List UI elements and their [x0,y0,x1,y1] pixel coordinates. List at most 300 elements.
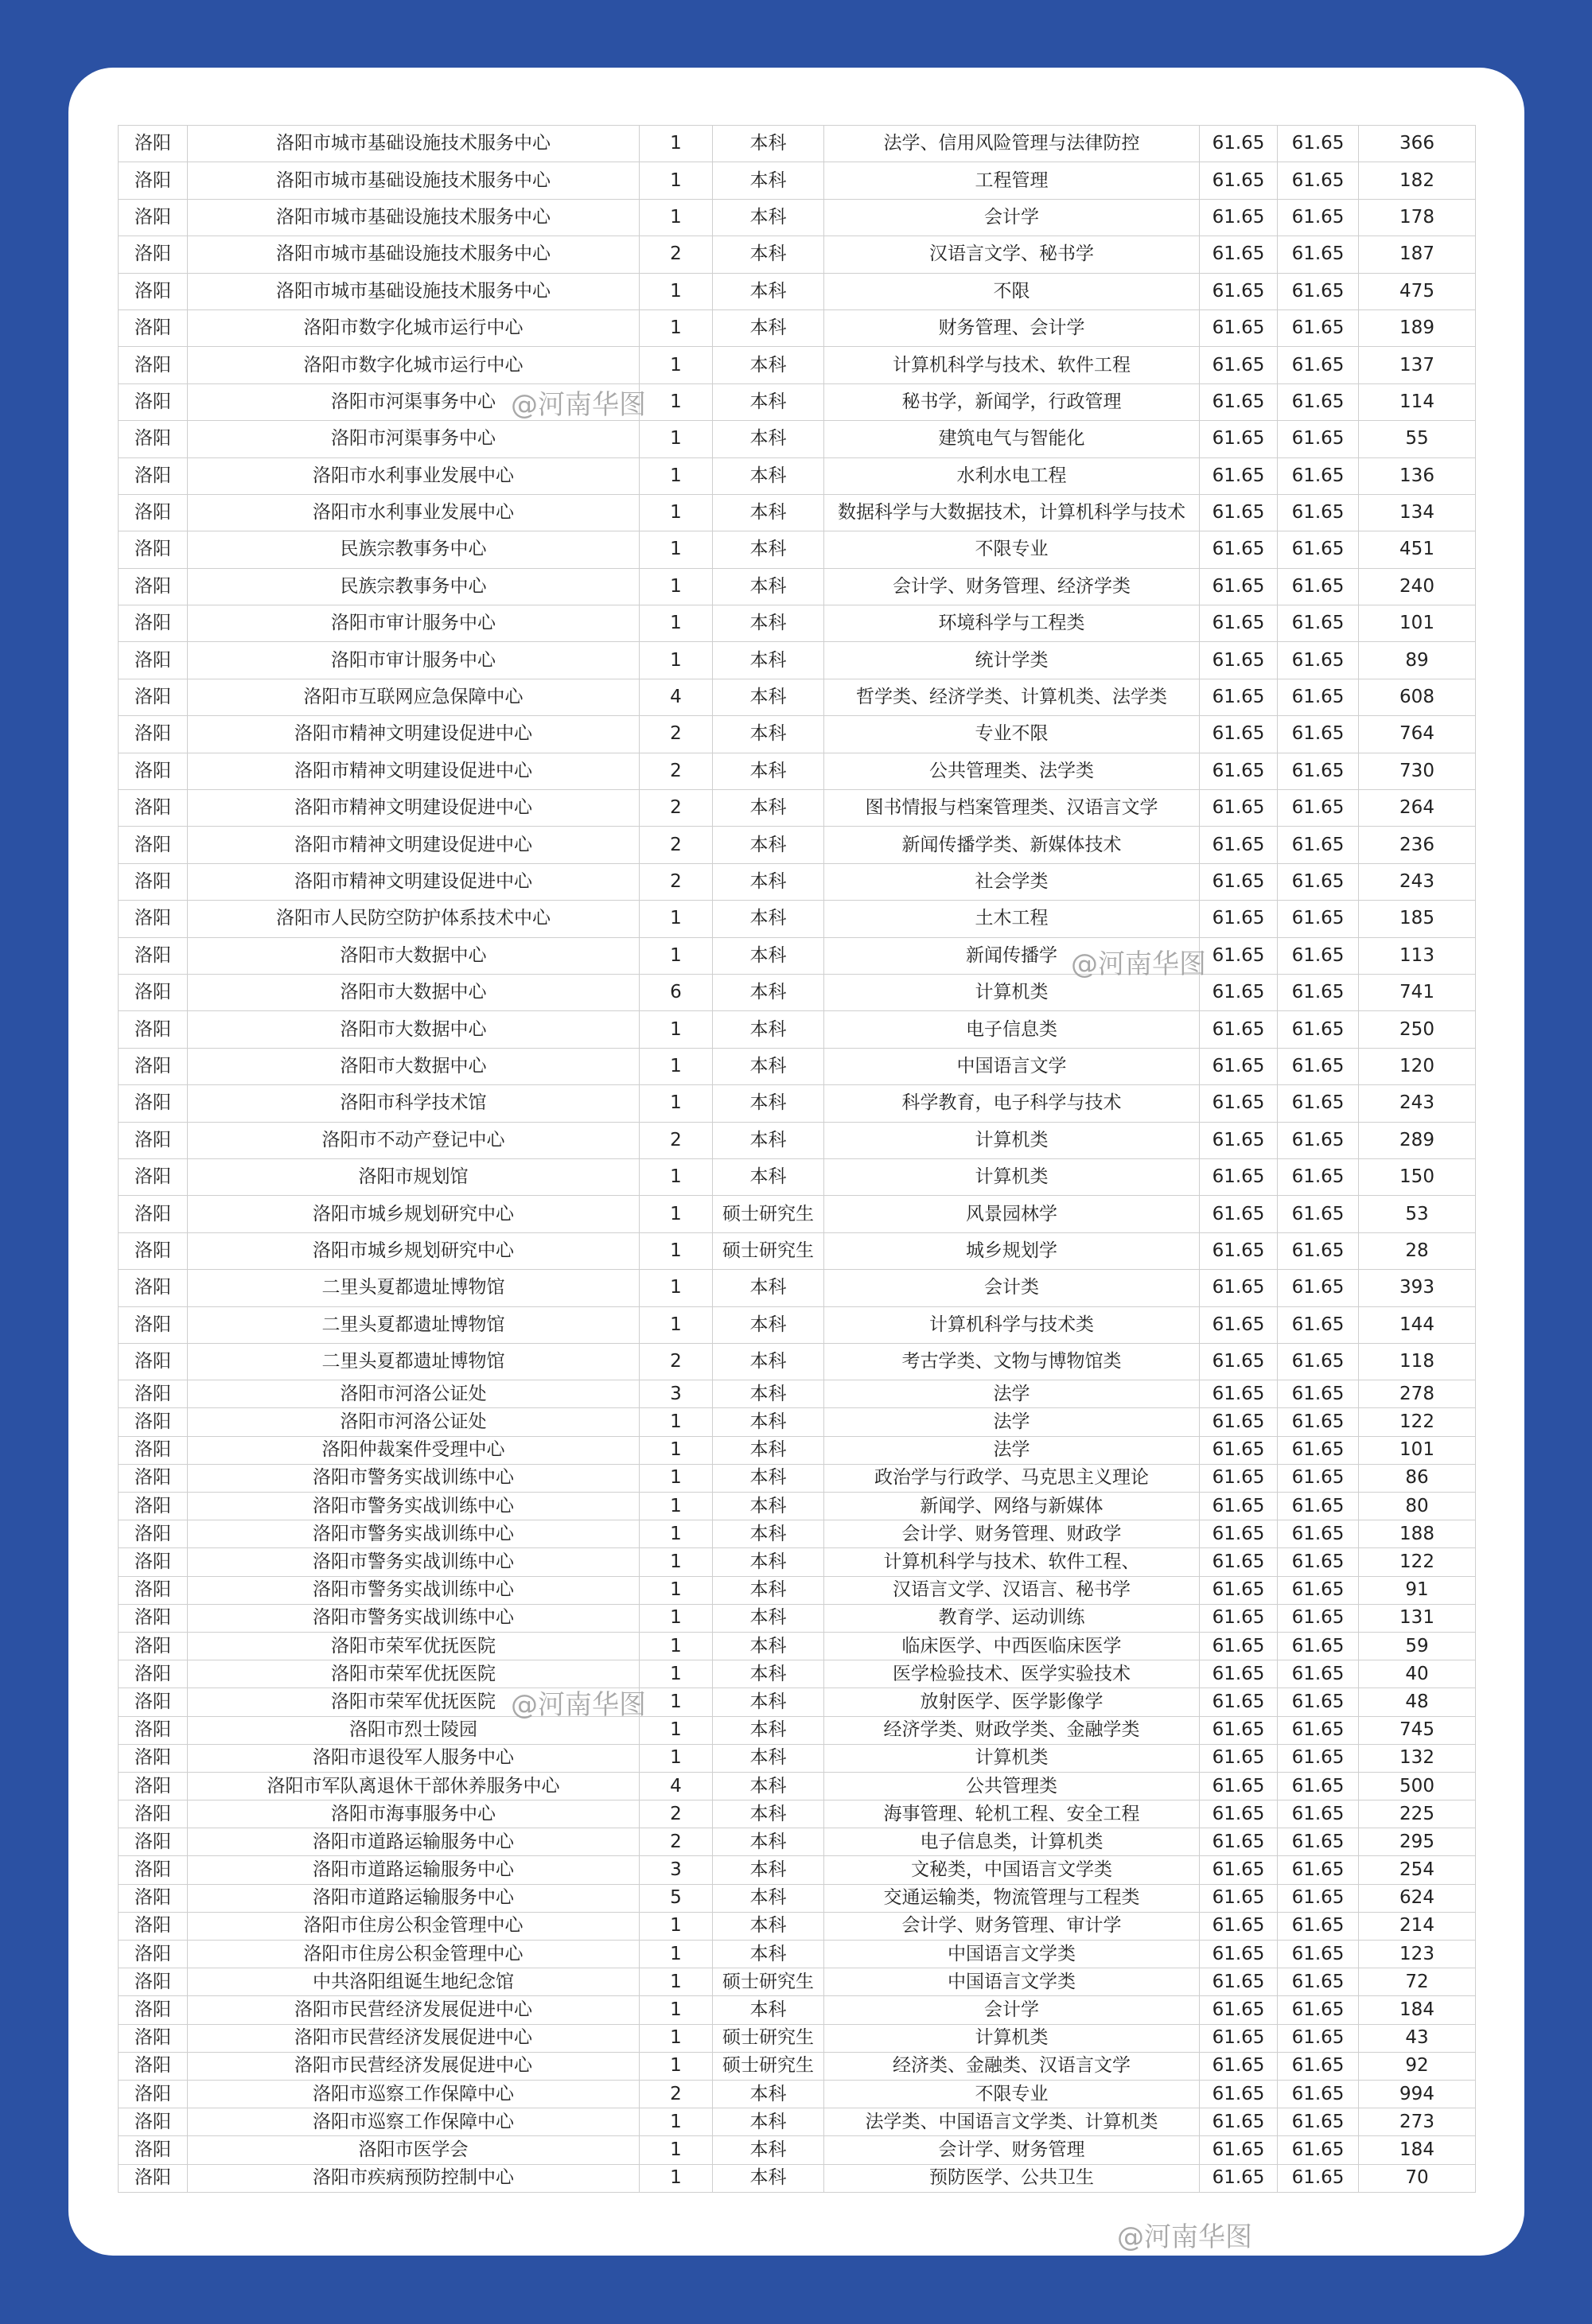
education-cell: 本科 [713,1048,824,1084]
unit-cell: 洛阳市住房公积金管理中心 [188,1941,640,1968]
unit-cell: 洛阳市大数据中心 [188,974,640,1010]
score-a-cell: 61.65 [1200,679,1278,715]
table-row [119,1343,1476,1380]
score-a-cell: 61.65 [1200,457,1278,494]
applicants-cell: 120 [1359,1048,1476,1084]
applicants-cell: 134 [1359,494,1476,531]
score-b-cell: 61.65 [1278,1085,1359,1122]
score-b-cell: 61.65 [1278,937,1359,974]
score-a-cell: 61.65 [1200,273,1278,309]
applicants-cell: 89 [1359,642,1476,679]
score-b-cell: 61.65 [1278,273,1359,309]
education-cell: 本科 [713,1688,824,1716]
score-b-cell: 61.65 [1278,2052,1359,2080]
region-cell: 洛阳 [119,309,188,346]
score-b-cell: 61.65 [1278,1688,1359,1716]
major-cell: 环境科学与工程类 [824,605,1200,642]
region-cell: 洛阳 [119,2164,188,2192]
region-cell: 洛阳 [119,568,188,605]
unit-cell: 洛阳市烈士陵园 [188,1716,640,1744]
unit-cell: 洛阳市城市基础设施技术服务中心 [188,273,640,309]
table-row [119,1941,1476,1968]
quota-cell: 1 [640,1048,713,1084]
region-cell: 洛阳 [119,162,188,199]
applicants-cell: 132 [1359,1744,1476,1772]
unit-cell: 洛阳市数字化城市运行中心 [188,309,640,346]
quota-cell: 1 [640,531,713,568]
score-b-cell: 61.65 [1278,568,1359,605]
score-b-cell: 61.65 [1278,1941,1359,1968]
score-a-cell: 61.65 [1200,753,1278,789]
region-cell: 洛阳 [119,1716,188,1744]
score-a-cell: 61.65 [1200,1270,1278,1306]
score-b-cell: 61.65 [1278,1912,1359,1940]
table-row [119,679,1476,715]
table-row [119,937,1476,974]
applicants-cell: 55 [1359,421,1476,457]
education-cell: 本科 [713,1800,824,1828]
unit-cell: 洛阳市疾病预防控制中心 [188,2164,640,2192]
unit-cell: 洛阳市大数据中心 [188,1011,640,1048]
major-cell: 考古学类、文物与博物馆类 [824,1343,1200,1380]
education-cell: 本科 [713,679,824,715]
quota-cell: 1 [640,1968,713,1996]
applicants-cell: 86 [1359,1464,1476,1492]
major-cell: 秘书学，新闻学，行政管理 [824,383,1200,420]
score-a-cell: 61.65 [1200,347,1278,383]
region-cell: 洛阳 [119,1800,188,1828]
score-a-cell: 61.65 [1200,1884,1278,1912]
score-b-cell: 61.65 [1278,1744,1359,1772]
score-b-cell: 61.65 [1278,2108,1359,2136]
region-cell: 洛阳 [119,642,188,679]
quota-cell: 3 [640,1856,713,1884]
score-b-cell: 61.65 [1278,421,1359,457]
region-cell: 洛阳 [119,457,188,494]
unit-cell: 洛阳市城乡规划研究中心 [188,1232,640,1269]
applicants-cell: 730 [1359,753,1476,789]
applicants-cell: 122 [1359,1408,1476,1436]
score-b-cell: 61.65 [1278,1800,1359,1828]
unit-cell: 洛阳市警务实战训练中心 [188,1604,640,1632]
table-row [119,1688,1476,1716]
applicants-cell: 451 [1359,531,1476,568]
applicants-cell: 240 [1359,568,1476,605]
quota-cell: 1 [640,1232,713,1269]
applicants-cell: 184 [1359,2136,1476,2164]
score-b-cell: 61.65 [1278,383,1359,420]
unit-cell: 洛阳市警务实战训练中心 [188,1493,640,1520]
table-row [119,1912,1476,1940]
applicants-cell: 500 [1359,1772,1476,1800]
quota-cell: 1 [640,568,713,605]
table-row [119,605,1476,642]
score-b-cell: 61.65 [1278,1996,1359,2024]
major-cell: 图书情报与档案管理类、汉语言文学 [824,790,1200,827]
applicants-cell: 264 [1359,790,1476,827]
watermark: @河南华图 [511,1689,646,1721]
score-b-cell: 61.65 [1278,974,1359,1010]
table-row [119,2108,1476,2136]
major-cell: 中国语言文学 [824,1048,1200,1084]
score-b-cell: 61.65 [1278,457,1359,494]
unit-cell: 二里头夏都遗址博物馆 [188,1270,640,1306]
quota-cell: 1 [640,605,713,642]
score-a-cell: 61.65 [1200,1632,1278,1660]
score-a-cell: 61.65 [1200,1306,1278,1343]
score-b-cell: 61.65 [1278,1464,1359,1492]
applicants-cell: 80 [1359,1493,1476,1520]
score-b-cell: 61.65 [1278,1232,1359,1269]
region-cell: 洛阳 [119,199,188,236]
education-cell: 本科 [713,1011,824,1048]
unit-cell: 中共洛阳组诞生地纪念馆 [188,1968,640,1996]
unit-cell: 洛阳市人民防空防护体系技术中心 [188,901,640,937]
table-row [119,974,1476,1010]
unit-cell: 洛阳市警务实战训练中心 [188,1520,640,1548]
region-cell: 洛阳 [119,1464,188,1492]
major-cell: 汉语言文学、汉语言、秘书学 [824,1576,1200,1604]
applicants-cell: 243 [1359,1085,1476,1122]
region-cell: 洛阳 [119,1912,188,1940]
unit-cell: 洛阳市精神文明建设促进中心 [188,790,640,827]
score-a-cell: 61.65 [1200,642,1278,679]
major-cell: 经济学类、财政学类、金融学类 [824,1716,1200,1744]
table-row [119,2024,1476,2052]
quota-cell: 1 [640,273,713,309]
table-row [119,753,1476,789]
unit-cell: 洛阳市大数据中心 [188,937,640,974]
region-cell: 洛阳 [119,347,188,383]
score-a-cell: 61.65 [1200,1011,1278,1048]
region-cell: 洛阳 [119,1436,188,1464]
quota-cell: 1 [640,347,713,383]
score-a-cell: 61.65 [1200,236,1278,273]
applicants-cell: 101 [1359,605,1476,642]
quota-cell: 1 [640,494,713,531]
education-cell: 本科 [713,2164,824,2192]
score-b-cell: 61.65 [1278,1520,1359,1548]
major-cell: 会计学、财务管理、财政学 [824,1520,1200,1548]
score-a-cell: 61.65 [1200,1493,1278,1520]
applicants-cell: 144 [1359,1306,1476,1343]
table-row [119,827,1476,863]
applicants-cell: 40 [1359,1660,1476,1688]
score-b-cell: 61.65 [1278,716,1359,753]
unit-cell: 洛阳市水利事业发展中心 [188,494,640,531]
unit-cell: 洛阳市数字化城市运行中心 [188,347,640,383]
education-cell: 本科 [713,642,824,679]
applicants-cell: 114 [1359,383,1476,420]
major-cell: 会计学、财务管理 [824,2136,1200,2164]
table-row [119,1196,1476,1232]
applicants-cell: 608 [1359,679,1476,715]
major-cell: 计算机类 [824,1158,1200,1195]
table-row [119,1548,1476,1576]
quota-cell: 1 [640,1688,713,1716]
education-cell: 本科 [713,1884,824,1912]
major-cell: 法学类、中国语言文学类、计算机类 [824,2108,1200,2136]
education-cell: 硕士研究生 [713,1968,824,1996]
score-b-cell: 61.65 [1278,2136,1359,2164]
score-b-cell: 61.65 [1278,1306,1359,1343]
applicants-cell: 366 [1359,126,1476,162]
education-cell: 本科 [713,457,824,494]
applicants-cell: 393 [1359,1270,1476,1306]
education-cell: 本科 [713,1941,824,1968]
major-cell: 公共管理类 [824,1772,1200,1800]
unit-cell: 洛阳市河洛公证处 [188,1380,640,1408]
region-cell: 洛阳 [119,2080,188,2108]
score-a-cell: 61.65 [1200,126,1278,162]
quota-cell: 4 [640,1772,713,1800]
region-cell: 洛阳 [119,421,188,457]
score-a-cell: 61.65 [1200,716,1278,753]
education-cell: 本科 [713,1912,824,1940]
quota-cell: 2 [640,236,713,273]
score-a-cell: 61.65 [1200,1716,1278,1744]
score-a-cell: 61.65 [1200,1744,1278,1772]
quota-cell: 2 [640,753,713,789]
quota-cell: 1 [640,1196,713,1232]
education-cell: 本科 [713,1604,824,1632]
applicants-cell: 178 [1359,199,1476,236]
quota-cell: 1 [640,1011,713,1048]
table-row [119,236,1476,273]
education-cell: 本科 [713,1744,824,1772]
score-a-cell: 61.65 [1200,1941,1278,1968]
quota-cell: 1 [640,1436,713,1464]
unit-cell: 洛阳市住房公积金管理中心 [188,1912,640,1940]
applicants-cell: 59 [1359,1632,1476,1660]
table-row [119,1270,1476,1306]
quota-cell: 1 [640,2024,713,2052]
region-cell: 洛阳 [119,790,188,827]
applicants-cell: 994 [1359,2080,1476,2108]
education-cell: 本科 [713,568,824,605]
score-a-cell: 61.65 [1200,1660,1278,1688]
table-row [119,1493,1476,1520]
table-row [119,2164,1476,2192]
quota-cell: 1 [640,1493,713,1520]
unit-cell: 洛阳市荣军优抚医院 [188,1660,640,1688]
region-cell: 洛阳 [119,1828,188,1856]
major-cell: 会计学、财务管理、经济学类 [824,568,1200,605]
score-b-cell: 61.65 [1278,679,1359,715]
major-cell: 专业不限 [824,716,1200,753]
score-b-cell: 61.65 [1278,126,1359,162]
score-b-cell: 61.65 [1278,605,1359,642]
unit-cell: 洛阳市海事服务中心 [188,1800,640,1828]
quota-cell: 1 [640,2052,713,2080]
region-cell: 洛阳 [119,1158,188,1195]
score-a-cell: 61.65 [1200,2080,1278,2108]
score-b-cell: 61.65 [1278,1548,1359,1576]
quota-cell: 2 [640,827,713,863]
education-cell: 本科 [713,1343,824,1380]
score-b-cell: 61.65 [1278,1380,1359,1408]
table-row [119,199,1476,236]
education-cell: 本科 [713,236,824,273]
quota-cell: 6 [640,974,713,1010]
table-row [119,273,1476,309]
table-row [119,421,1476,457]
education-cell: 本科 [713,827,824,863]
applicants-cell: 70 [1359,2164,1476,2192]
applicants-cell: 113 [1359,937,1476,974]
region-cell: 洛阳 [119,1122,188,1158]
region-cell: 洛阳 [119,236,188,273]
table-row [119,162,1476,199]
score-b-cell: 61.65 [1278,827,1359,863]
unit-cell: 民族宗教事务中心 [188,568,640,605]
score-a-cell: 61.65 [1200,1408,1278,1436]
score-b-cell: 61.65 [1278,790,1359,827]
region-cell: 洛阳 [119,679,188,715]
education-cell: 本科 [713,1996,824,2024]
major-cell: 临床医学、中西医临床医学 [824,1632,1200,1660]
score-b-cell: 61.65 [1278,1408,1359,1436]
score-b-cell: 61.65 [1278,2024,1359,2052]
unit-cell: 洛阳市河渠事务中心 [188,421,640,457]
region-cell: 洛阳 [119,1196,188,1232]
watermark: @河南华图 [1117,2221,1252,2253]
region-cell: 洛阳 [119,1085,188,1122]
score-a-cell: 61.65 [1200,1464,1278,1492]
region-cell: 洛阳 [119,1604,188,1632]
unit-cell: 洛阳市水利事业发展中心 [188,457,640,494]
applicants-cell: 187 [1359,236,1476,273]
major-cell: 医学检验技术、医学实验技术 [824,1660,1200,1688]
unit-cell: 洛阳市科学技术馆 [188,1085,640,1122]
score-a-cell: 61.65 [1200,1800,1278,1828]
applicants-cell: 28 [1359,1232,1476,1269]
unit-cell: 洛阳市城市基础设施技术服务中心 [188,126,640,162]
applicants-cell: 225 [1359,1800,1476,1828]
region-cell: 洛阳 [119,753,188,789]
score-b-cell: 61.65 [1278,347,1359,383]
quota-cell: 2 [640,1828,713,1856]
major-cell: 电子信息类 [824,1011,1200,1048]
score-a-cell: 61.65 [1200,863,1278,900]
table-row [119,1744,1476,1772]
applicants-cell: 764 [1359,716,1476,753]
table-row [119,568,1476,605]
table-row [119,1800,1476,1828]
education-cell: 本科 [713,1520,824,1548]
score-a-cell: 61.65 [1200,2136,1278,2164]
applicants-cell: 236 [1359,827,1476,863]
applicants-cell: 289 [1359,1122,1476,1158]
table-row [119,1632,1476,1660]
score-a-cell: 61.65 [1200,1968,1278,1996]
table-row [119,126,1476,162]
region-cell: 洛阳 [119,383,188,420]
major-cell: 计算机类 [824,1122,1200,1158]
region-cell: 洛阳 [119,1380,188,1408]
table-row [119,2080,1476,2108]
score-b-cell: 61.65 [1278,1968,1359,1996]
major-cell: 法学 [824,1380,1200,1408]
quota-cell: 3 [640,1380,713,1408]
score-a-cell: 61.65 [1200,383,1278,420]
score-a-cell: 61.65 [1200,494,1278,531]
major-cell: 政治学与行政学、马克思主义理论 [824,1464,1200,1492]
major-cell: 哲学类、经济学类、计算机类、法学类 [824,679,1200,715]
quota-cell: 2 [640,1122,713,1158]
score-b-cell: 61.65 [1278,753,1359,789]
major-cell: 会计学、财务管理、审计学 [824,1912,1200,1940]
major-cell: 法学 [824,1436,1200,1464]
region-cell: 洛阳 [119,1941,188,1968]
table-row [119,1380,1476,1408]
education-cell: 本科 [713,309,824,346]
table-row [119,1604,1476,1632]
applicants-cell: 475 [1359,273,1476,309]
major-cell: 法学、信用风险管理与法律防控 [824,126,1200,162]
region-cell: 洛阳 [119,1408,188,1436]
unit-cell: 洛阳仲裁案件受理中心 [188,1436,640,1464]
quota-cell: 1 [640,937,713,974]
region-cell: 洛阳 [119,1744,188,1772]
unit-cell: 洛阳市军队离退休干部休养服务中心 [188,1772,640,1800]
score-a-cell: 61.65 [1200,1085,1278,1122]
score-b-cell: 61.65 [1278,642,1359,679]
region-cell: 洛阳 [119,937,188,974]
applicants-cell: 72 [1359,1968,1476,1996]
region-cell: 洛阳 [119,273,188,309]
applicants-cell: 150 [1359,1158,1476,1195]
unit-cell: 洛阳市城市基础设施技术服务中心 [188,199,640,236]
region-cell: 洛阳 [119,716,188,753]
major-cell: 土木工程 [824,901,1200,937]
table-row [119,1576,1476,1604]
score-a-cell: 61.65 [1200,421,1278,457]
unit-cell: 洛阳市精神文明建设促进中心 [188,716,640,753]
major-cell: 科学教育，电子科学与技术 [824,1085,1200,1122]
quota-cell: 1 [640,2108,713,2136]
education-cell: 本科 [713,1493,824,1520]
quota-cell: 2 [640,716,713,753]
education-cell: 本科 [713,1632,824,1660]
unit-cell: 洛阳市警务实战训练中心 [188,1464,640,1492]
education-cell: 本科 [713,1464,824,1492]
table-row [119,1408,1476,1436]
score-a-cell: 61.65 [1200,1828,1278,1856]
region-cell: 洛阳 [119,863,188,900]
unit-cell: 洛阳市河渠事务中心 [188,383,640,420]
table-row [119,1122,1476,1158]
table-row [119,1772,1476,1800]
score-b-cell: 61.65 [1278,2080,1359,2108]
applicants-cell: 48 [1359,1688,1476,1716]
unit-cell: 洛阳市民营经济发展促进中心 [188,2052,640,2080]
education-cell: 本科 [713,1548,824,1576]
applicants-cell: 182 [1359,162,1476,199]
score-b-cell: 61.65 [1278,1884,1359,1912]
score-b-cell: 61.65 [1278,199,1359,236]
table-row [119,383,1476,420]
major-cell: 会计学 [824,199,1200,236]
table-row [119,716,1476,753]
applicants-cell: 101 [1359,1436,1476,1464]
major-cell: 文秘类，中国语言文学类 [824,1856,1200,1884]
education-cell: 本科 [713,605,824,642]
major-cell: 会计学 [824,1996,1200,2024]
region-cell: 洛阳 [119,1856,188,1884]
table-row [119,1660,1476,1688]
table-row [119,1048,1476,1084]
